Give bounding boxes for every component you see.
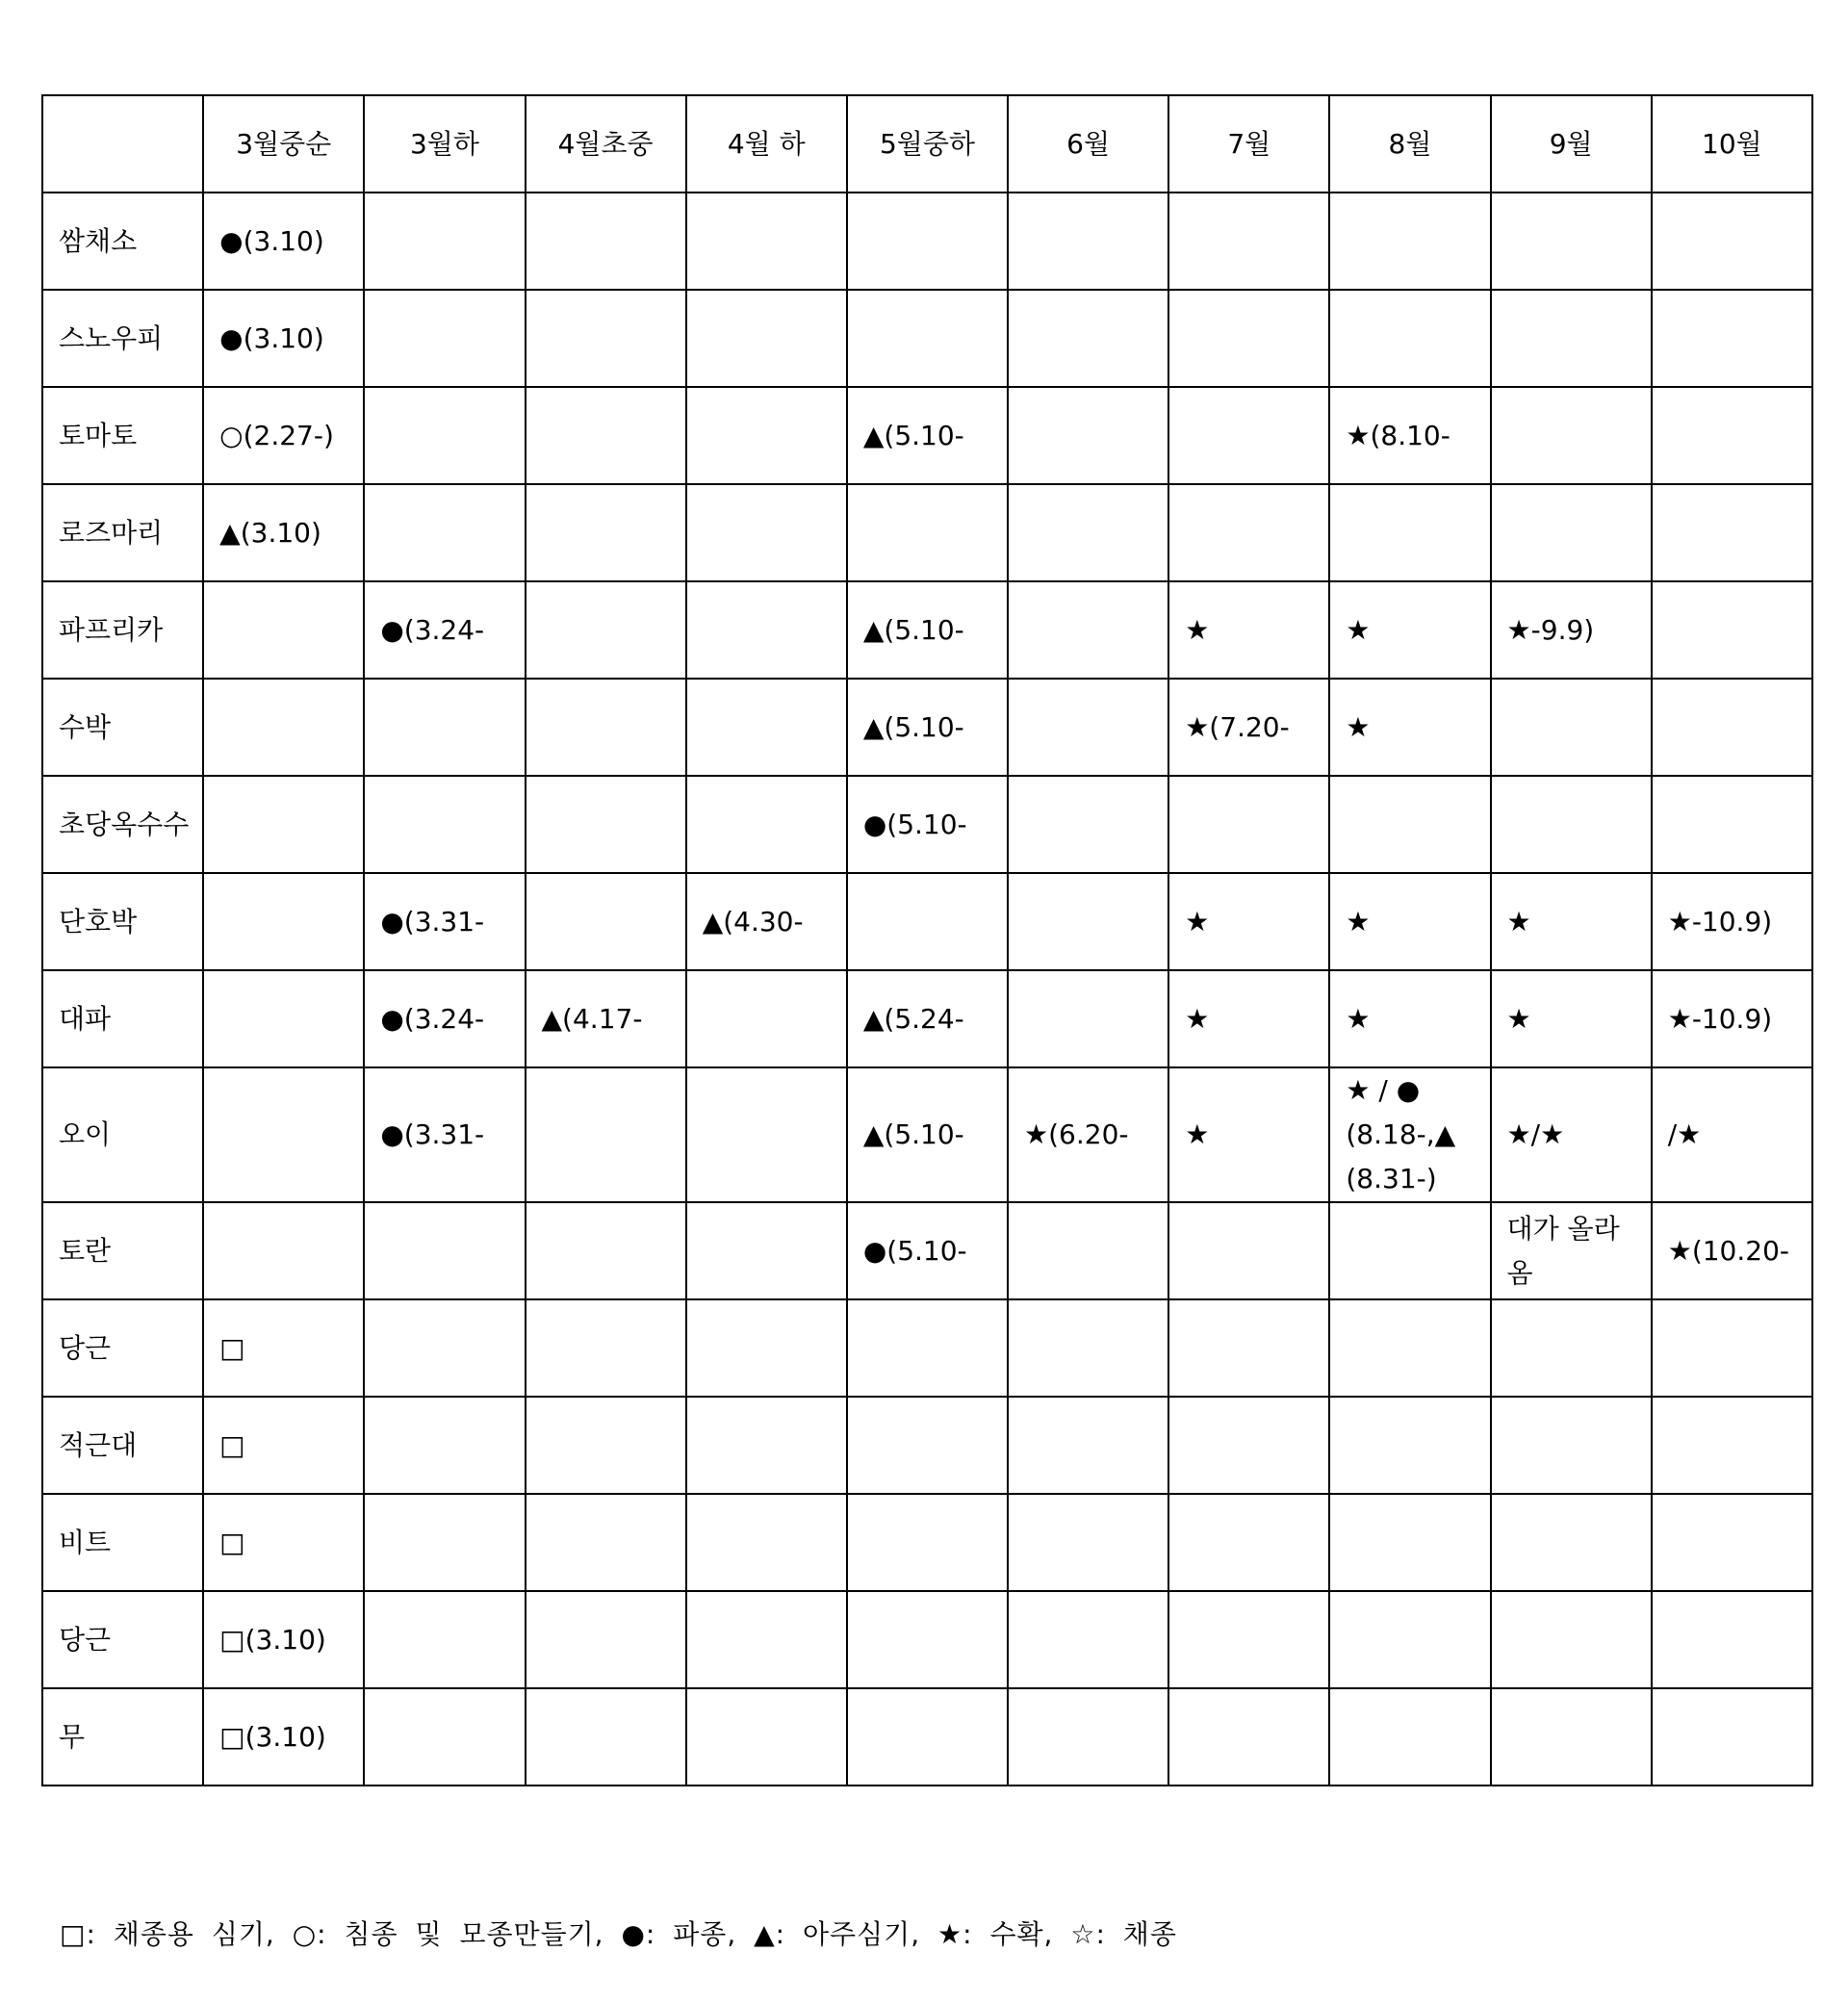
month-header: 7월: [1168, 95, 1329, 193]
schedule-cell: [1008, 193, 1168, 290]
schedule-cell: [1008, 581, 1168, 679]
schedule-cell: ★: [1491, 873, 1652, 970]
schedule-cell: [364, 679, 525, 776]
schedule-cell: [203, 970, 364, 1067]
crop-name: 수박: [42, 679, 203, 776]
month-header: 10월: [1652, 95, 1812, 193]
schedule-cell: 대가 올라 옴: [1491, 1202, 1652, 1299]
schedule-cell: [364, 1299, 525, 1397]
schedule-cell: ★(8.10-: [1329, 387, 1490, 484]
schedule-cell: [1652, 776, 1812, 873]
schedule-cell: [1329, 290, 1490, 387]
month-header: 6월: [1008, 95, 1168, 193]
schedule-cell: ●(3.24-: [364, 581, 525, 679]
schedule-cell: ★(6.20-: [1008, 1067, 1168, 1202]
table-row: [42, 873, 1812, 970]
schedule-cell: ★: [1168, 873, 1329, 970]
month-header: 3월하: [364, 95, 525, 193]
schedule-cell: ★(10.20-: [1652, 1202, 1812, 1299]
schedule-cell: [1329, 1397, 1490, 1494]
table-row: [42, 290, 1812, 387]
schedule-cell: [686, 484, 847, 581]
schedule-cell: [203, 1202, 364, 1299]
schedule-cell: [364, 290, 525, 387]
schedule-cell: [1168, 776, 1329, 873]
month-header: 4월 하: [686, 95, 847, 193]
schedule-cell: [1329, 1202, 1490, 1299]
schedule-cell: ★-10.9): [1652, 970, 1812, 1067]
schedule-cell: [1491, 290, 1652, 387]
schedule-cell: [203, 581, 364, 679]
schedule-cell: ▲(5.24-: [847, 970, 1008, 1067]
schedule-cell: [526, 290, 686, 387]
schedule-cell: ★-10.9): [1652, 873, 1812, 970]
table-row: [42, 193, 1812, 290]
schedule-cell: ○(2.27-): [203, 387, 364, 484]
symbol-legend: □: 채종용 심기, ○: 침종 및 모종만들기, ●: 파종, ▲: 아주심기, ★: 수확, ☆: 채종: [60, 1918, 1177, 1950]
schedule-cell: □(3.10): [203, 1591, 364, 1688]
schedule-cell: [686, 679, 847, 776]
schedule-cell: [364, 484, 525, 581]
schedule-cell: [1491, 387, 1652, 484]
schedule-cell: [1008, 679, 1168, 776]
schedule-cell: [1652, 1299, 1812, 1397]
schedule-cell: [847, 1494, 1008, 1591]
schedule-cell: □: [203, 1397, 364, 1494]
schedule-cell: [847, 290, 1008, 387]
schedule-cell: [1168, 290, 1329, 387]
schedule-cell: [1168, 1299, 1329, 1397]
schedule-cell: [1329, 484, 1490, 581]
crop-name: 파프리카: [42, 581, 203, 679]
schedule-cell: [847, 873, 1008, 970]
schedule-cell: [1491, 1688, 1652, 1786]
month-header: 9월: [1491, 95, 1652, 193]
crop-name: 오이: [42, 1067, 203, 1202]
schedule-cell: [526, 1202, 686, 1299]
schedule-cell: [1652, 581, 1812, 679]
schedule-cell: ●(3.10): [203, 290, 364, 387]
table-row: [42, 484, 1812, 581]
table-row: [42, 1688, 1812, 1786]
schedule-cell: [847, 193, 1008, 290]
schedule-cell: [203, 679, 364, 776]
schedule-cell: [526, 1591, 686, 1688]
schedule-cell: ●(3.24-: [364, 970, 525, 1067]
schedule-cell: [1168, 1202, 1329, 1299]
schedule-cell: [686, 290, 847, 387]
schedule-cell: [1491, 484, 1652, 581]
month-header: 5월중하: [847, 95, 1008, 193]
schedule-cell: ●(3.31-: [364, 873, 525, 970]
schedule-cell: ▲(4.17-: [526, 970, 686, 1067]
schedule-cell: [1168, 484, 1329, 581]
schedule-cell: [1008, 1299, 1168, 1397]
schedule-cell: [847, 484, 1008, 581]
schedule-cell: [1008, 1494, 1168, 1591]
crop-name: 대파: [42, 970, 203, 1067]
schedule-cell: [1008, 290, 1168, 387]
table-row: [42, 776, 1812, 873]
schedule-cell: [1008, 484, 1168, 581]
schedule-cell: ★-9.9): [1491, 581, 1652, 679]
schedule-cell: ●(5.10-: [847, 1202, 1008, 1299]
table-row: [42, 387, 1812, 484]
schedule-cell: [686, 1397, 847, 1494]
table-row: [42, 1397, 1812, 1494]
crop-name: 무: [42, 1688, 203, 1786]
schedule-cell: ★: [1168, 581, 1329, 679]
schedule-cell: [1008, 776, 1168, 873]
table-row: [42, 679, 1812, 776]
schedule-cell: ★(7.20-: [1168, 679, 1329, 776]
schedule-cell: [1329, 1494, 1490, 1591]
schedule-cell: [364, 193, 525, 290]
schedule-cell: [526, 484, 686, 581]
schedule-cell: [364, 776, 525, 873]
table-row: [42, 1067, 1812, 1202]
header-row: [42, 95, 1812, 193]
schedule-cell: [526, 873, 686, 970]
crop-name: 쌈채소: [42, 193, 203, 290]
schedule-cell: ▲(5.10-: [847, 679, 1008, 776]
schedule-cell: [364, 1494, 525, 1591]
schedule-cell: [526, 581, 686, 679]
schedule-cell: [1491, 193, 1652, 290]
schedule-cell: [1491, 776, 1652, 873]
month-header: 4월초중: [526, 95, 686, 193]
schedule-cell: [847, 1688, 1008, 1786]
schedule-cell: [1168, 387, 1329, 484]
schedule-cell: [1652, 484, 1812, 581]
schedule-cell: [847, 1299, 1008, 1397]
schedule-cell: [1168, 193, 1329, 290]
schedule-cell: [1008, 970, 1168, 1067]
schedule-cell: ▲(5.10-: [847, 387, 1008, 484]
schedule-cell: ★: [1329, 581, 1490, 679]
schedule-cell: [1652, 679, 1812, 776]
schedule-cell: □(3.10): [203, 1688, 364, 1786]
schedule-cell: □: [203, 1494, 364, 1591]
schedule-cell: [1008, 1688, 1168, 1786]
crop-name: 단호박: [42, 873, 203, 970]
schedule-cell: ●(3.31-: [364, 1067, 525, 1202]
month-header: 3월중순: [203, 95, 364, 193]
schedule-cell: [1491, 1299, 1652, 1397]
schedule-cell: ▲(5.10-: [847, 1067, 1008, 1202]
schedule-cell: [1652, 193, 1812, 290]
schedule-cell: ★: [1329, 873, 1490, 970]
schedule-cell: ★ / ● (8.18-,▲ (8.31-): [1329, 1067, 1490, 1202]
schedule-cell: ★: [1168, 970, 1329, 1067]
schedule-cell: [364, 1591, 525, 1688]
schedule-cell: [364, 1397, 525, 1494]
schedule-cell: [526, 1397, 686, 1494]
crop-name: 비트: [42, 1494, 203, 1591]
schedule-cell: [1652, 387, 1812, 484]
schedule-cell: [526, 776, 686, 873]
schedule-cell: ★/★: [1491, 1067, 1652, 1202]
crop-name: 스노우피: [42, 290, 203, 387]
month-header: 8월: [1329, 95, 1490, 193]
schedule-cell: [1008, 1397, 1168, 1494]
schedule-cell: [364, 1688, 525, 1786]
schedule-cell: ▲(4.30-: [686, 873, 847, 970]
crop-name: 토마토: [42, 387, 203, 484]
schedule-cell: [847, 1397, 1008, 1494]
schedule-cell: [1491, 1494, 1652, 1591]
crop-name: 당근: [42, 1299, 203, 1397]
schedule-cell: [1008, 1202, 1168, 1299]
schedule-cell: ●(5.10-: [847, 776, 1008, 873]
crop-name: 토란: [42, 1202, 203, 1299]
schedule-cell: [686, 1067, 847, 1202]
schedule-cell: [526, 193, 686, 290]
schedule-cell: [364, 387, 525, 484]
crop-name: 초당옥수수: [42, 776, 203, 873]
schedule-cell: [1491, 1397, 1652, 1494]
schedule-cell: [686, 970, 847, 1067]
schedule-cell: [1168, 1494, 1329, 1591]
schedule-cell: [686, 1688, 847, 1786]
crop-name: 당근: [42, 1591, 203, 1688]
schedule-cell: [1652, 1397, 1812, 1494]
schedule-cell: ●(3.10): [203, 193, 364, 290]
crop-name: 로즈마리: [42, 484, 203, 581]
schedule-cell: [526, 1688, 686, 1786]
schedule-cell: [1329, 1688, 1490, 1786]
schedule-cell: ★: [1168, 1067, 1329, 1202]
schedule-cell: [1652, 1494, 1812, 1591]
schedule-cell: [1329, 193, 1490, 290]
schedule-cell: [847, 1591, 1008, 1688]
crop-name: 적근대: [42, 1397, 203, 1494]
schedule-cell: [1008, 1591, 1168, 1688]
schedule-cell: [1008, 873, 1168, 970]
schedule-cell: /★: [1652, 1067, 1812, 1202]
table-row: [42, 1494, 1812, 1591]
table-row: [42, 970, 1812, 1067]
schedule-cell: [526, 1067, 686, 1202]
schedule-cell: [1329, 776, 1490, 873]
schedule-cell: [686, 581, 847, 679]
schedule-cell: [1008, 387, 1168, 484]
schedule-cell: [686, 1591, 847, 1688]
table-row: [42, 581, 1812, 679]
schedule-cell: [526, 1299, 686, 1397]
schedule-cell: [1491, 1591, 1652, 1688]
schedule-cell: ★: [1329, 970, 1490, 1067]
schedule-cell: [1329, 1591, 1490, 1688]
schedule-cell: [203, 1067, 364, 1202]
schedule-cell: ▲(3.10): [203, 484, 364, 581]
schedule-cell: [1652, 1591, 1812, 1688]
table-row: [42, 1202, 1812, 1299]
schedule-cell: [1652, 290, 1812, 387]
schedule-cell: [1168, 1688, 1329, 1786]
schedule-cell: [203, 873, 364, 970]
schedule-cell: [686, 1202, 847, 1299]
schedule-cell: [1491, 679, 1652, 776]
schedule-cell: ▲(5.10-: [847, 581, 1008, 679]
schedule-cell: [526, 1494, 686, 1591]
schedule-cell: [1168, 1591, 1329, 1688]
schedule-cell: [1652, 1688, 1812, 1786]
schedule-cell: [526, 387, 686, 484]
schedule-cell: [526, 679, 686, 776]
schedule-cell: □: [203, 1299, 364, 1397]
schedule-cell: [686, 1299, 847, 1397]
schedule-cell: [1168, 1397, 1329, 1494]
schedule-cell: [686, 1494, 847, 1591]
schedule-cell: [203, 776, 364, 873]
planting-schedule-table: [41, 94, 1813, 1786]
schedule-cell: [686, 387, 847, 484]
schedule-cell: ★: [1329, 679, 1490, 776]
schedule-cell: [364, 1202, 525, 1299]
corner-cell: [42, 95, 203, 193]
table-row: [42, 1591, 1812, 1688]
table-row: [42, 1299, 1812, 1397]
schedule-cell: [686, 193, 847, 290]
schedule-cell: [1329, 1299, 1490, 1397]
schedule-cell: ★: [1491, 970, 1652, 1067]
schedule-cell: [686, 776, 847, 873]
